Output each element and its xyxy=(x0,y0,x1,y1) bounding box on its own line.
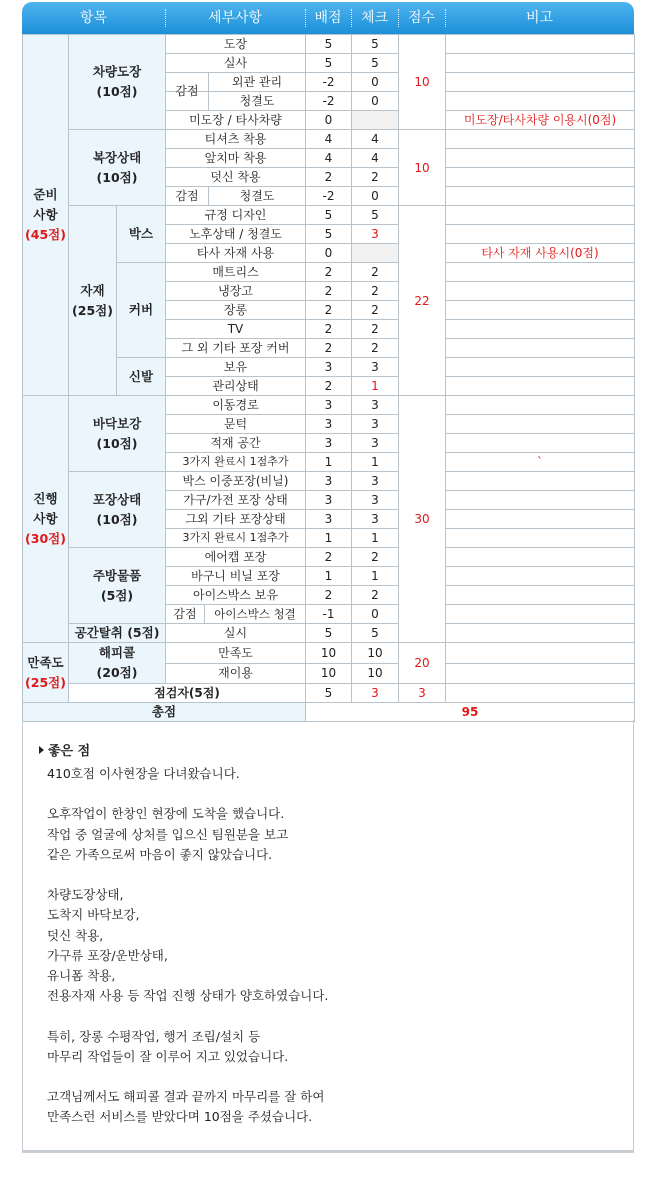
note-cell xyxy=(446,263,635,282)
check-score: 2 xyxy=(352,586,399,605)
max-score: -2 xyxy=(306,73,352,92)
header-item: 항목 xyxy=(79,10,108,26)
review-line: 특히, 장롱 수평작업, 행거 조립/설치 등 xyxy=(47,1028,261,1044)
check-score: 0 xyxy=(352,73,399,92)
detail-item: 보유 xyxy=(166,358,306,377)
max-score: 5 xyxy=(306,54,352,73)
check-score: 1 xyxy=(352,567,399,586)
section-score: 20 xyxy=(399,643,446,684)
header-max: 배점 xyxy=(314,10,342,26)
check-score: 3 xyxy=(352,396,399,415)
header-check: 체크 xyxy=(360,10,389,26)
deduct-item: 감점 청결도 xyxy=(166,92,306,111)
note-cell xyxy=(446,472,635,491)
detail-item: 미도장 / 타사차량 xyxy=(166,111,306,130)
section-material: 자재 (25점) xyxy=(69,206,117,396)
detail-item: 박스 이중포장(비닐) xyxy=(166,472,306,491)
table-header xyxy=(22,2,634,34)
note-cell xyxy=(446,415,635,434)
detail-item: 에어캡 포장 xyxy=(166,548,306,567)
review-line: 고객님께서도 해피콜 결과 끝까지 마무리를 잘 하여 xyxy=(47,1089,325,1105)
detail-item: TV xyxy=(166,320,306,339)
check-score: 10 xyxy=(352,663,399,684)
section-happycall: 해피콜 (20점) xyxy=(69,643,166,684)
detail-item: 적재 공간 xyxy=(166,434,306,453)
check-score: 5 xyxy=(352,624,399,643)
review-line: 가구류 포장/운반상태, xyxy=(47,947,168,963)
max-score: 1 xyxy=(306,453,352,472)
deduct-label: 감점 xyxy=(166,187,209,205)
category-progress: 진행 사항 (30점) xyxy=(23,396,69,643)
max-score: 5 xyxy=(306,684,352,703)
deduct-item: 감점 아이스박스 청결 xyxy=(166,605,306,624)
note-cell xyxy=(446,396,635,415)
check-score: 2 xyxy=(352,168,399,187)
check-score: 3 xyxy=(352,434,399,453)
note-cell xyxy=(446,491,635,510)
note-cell xyxy=(446,225,635,244)
note-cell xyxy=(446,320,635,339)
check-score: 2 xyxy=(352,339,399,358)
check-score: 3 xyxy=(352,358,399,377)
check-score: 2 xyxy=(352,263,399,282)
header-detail: 세부사항 xyxy=(207,10,263,26)
max-score: 10 xyxy=(306,663,352,684)
max-score: 2 xyxy=(306,586,352,605)
max-score: 4 xyxy=(306,130,352,149)
deduct-label: 감점 xyxy=(175,84,199,98)
check-score: 3 xyxy=(352,510,399,529)
note-cell xyxy=(446,187,635,206)
check-score: 5 xyxy=(352,54,399,73)
category-prep xyxy=(23,35,69,396)
detail-item: 도장 xyxy=(166,35,306,54)
note-cell xyxy=(446,624,635,643)
max-score: 2 xyxy=(306,320,352,339)
total-label: 총점 xyxy=(23,703,306,722)
max-score: 5 xyxy=(306,225,352,244)
detail-item: 관리상태 xyxy=(166,377,306,396)
section-space: 공간탈취 (5점) xyxy=(69,624,166,643)
section-score: 22 xyxy=(399,206,446,396)
check-score: 3 xyxy=(352,472,399,491)
total-value: 95 xyxy=(306,703,635,722)
max-score: 2 xyxy=(306,282,352,301)
detail-item: 재이용 xyxy=(166,663,306,684)
note-cell xyxy=(446,567,635,586)
check-score: 1 xyxy=(352,453,399,472)
section-packing: 포장상태 (10점) xyxy=(69,472,166,548)
score-table xyxy=(22,34,635,722)
review-line: 같은 가족으로써 마음이 좋지 않았습니다. xyxy=(47,846,273,862)
note-cell: ` xyxy=(446,453,635,472)
deduct-item: 감점 청결도 xyxy=(166,187,306,206)
note-cell xyxy=(446,73,635,92)
review-line: 유니폼 착용, xyxy=(47,968,116,983)
note-cell xyxy=(446,301,635,320)
review-title: 좋은 점 xyxy=(39,742,90,762)
check-score: 10 xyxy=(352,643,399,664)
max-score: 2 xyxy=(306,548,352,567)
check-score: 0 xyxy=(352,605,399,624)
max-score: 4 xyxy=(306,149,352,168)
detail-item: 그외 기타 포장상태 xyxy=(166,510,306,529)
section-score: 10 xyxy=(399,130,446,206)
check-score: 5 xyxy=(352,35,399,54)
review-line: 만족스런 서비스를 받았다며 10점을 주셨습니다. xyxy=(47,1109,313,1125)
check-score xyxy=(352,244,399,263)
note-cell xyxy=(446,434,635,453)
section-score: 10 xyxy=(399,35,446,130)
subsection-shoes: 신발 xyxy=(117,358,166,396)
check-score: 2 xyxy=(352,320,399,339)
note-cell xyxy=(446,35,635,54)
note-cell xyxy=(446,529,635,548)
max-score: 3 xyxy=(306,396,352,415)
check-score: 0 xyxy=(352,92,399,111)
detail-item: 매트리스 xyxy=(166,263,306,282)
review-line: 덧신 착용, xyxy=(47,927,104,943)
review-line: 전용자재 사용 등 작업 진행 상태가 양호하였습니다. xyxy=(47,988,329,1004)
check-score: 4 xyxy=(352,149,399,168)
check-score: 1 xyxy=(352,377,399,396)
deduct-item: 외관 관리 xyxy=(166,73,306,92)
check-score: 3 xyxy=(352,225,399,244)
review-line: 차량도장상태, xyxy=(47,887,124,903)
note-cell xyxy=(446,586,635,605)
note-cell xyxy=(446,643,635,664)
detail-item: 바구니 비닐 포장 xyxy=(166,567,306,586)
max-score: 3 xyxy=(306,491,352,510)
note-cell xyxy=(446,168,635,187)
review-line: 오후작업이 한창인 현장에 도착을 했습니다. xyxy=(47,806,285,822)
section-floor: 바닥보강 (10점) xyxy=(69,396,166,472)
note-cell xyxy=(446,54,635,73)
check-score: 2 xyxy=(352,282,399,301)
max-score: 2 xyxy=(306,301,352,320)
max-score: 5 xyxy=(306,206,352,225)
check-score: 3 xyxy=(352,684,399,703)
section-score: 3 xyxy=(399,684,446,703)
note-cell xyxy=(446,377,635,396)
max-score: 2 xyxy=(306,168,352,187)
section-kitchen: 주방물품 (5점) xyxy=(69,548,166,624)
detail-item: 규정 디자인 xyxy=(166,206,306,225)
check-score: 1 xyxy=(352,529,399,548)
header-note: 비고 xyxy=(525,10,554,26)
detail-item: 장롱 xyxy=(166,301,306,320)
section-inspector: 점검자(5점) xyxy=(69,684,306,703)
section-car: 차량도장 (10점) xyxy=(69,35,166,130)
review-section xyxy=(22,720,634,1153)
detail-item: 만족도 xyxy=(166,643,306,664)
review-line: 410호점 이사현장을 다녀왔습니다. xyxy=(47,766,240,781)
check-score: 0 xyxy=(352,187,399,206)
max-score: -2 xyxy=(306,92,352,111)
max-score: 1 xyxy=(306,567,352,586)
note-cell xyxy=(446,92,635,111)
note-cell xyxy=(446,130,635,149)
max-score: 0 xyxy=(306,111,352,130)
detail-item: 3가지 완료시 1점추가 xyxy=(166,453,306,472)
max-score: -2 xyxy=(306,187,352,206)
detail-item: 티셔츠 착용 xyxy=(166,130,306,149)
note-cell xyxy=(446,282,635,301)
check-score: 2 xyxy=(352,301,399,320)
note-cell xyxy=(446,339,635,358)
check-score: 4 xyxy=(352,130,399,149)
max-score: 5 xyxy=(306,624,352,643)
max-score: 3 xyxy=(306,472,352,491)
note-cell xyxy=(446,684,635,703)
max-score: 3 xyxy=(306,415,352,434)
review-line: 도착지 바닥보강, xyxy=(47,907,140,923)
note-cell xyxy=(446,548,635,567)
detail-item: 노후상태 / 청결도 xyxy=(166,225,306,244)
max-score: 3 xyxy=(306,358,352,377)
note-cell xyxy=(446,663,635,684)
category-label: 준비 사항 xyxy=(33,187,58,222)
note-cell: 타사 자재 사용시(0점) xyxy=(446,244,635,263)
deduct-label: 감점 xyxy=(166,605,205,623)
detail-item: 그 외 기타 포장 커버 xyxy=(166,339,306,358)
header-score: 점수 xyxy=(407,10,436,26)
detail-item: 냉장고 xyxy=(166,282,306,301)
review-line: 작업 중 얼굴에 상처를 입으신 팀원분을 보고 xyxy=(47,826,289,842)
category-satisfaction: 만족도 (25점) xyxy=(23,643,69,703)
max-score: -1 xyxy=(306,605,352,624)
subsection-box: 박스 xyxy=(117,206,166,263)
category-points: (45점) xyxy=(25,227,66,242)
detail-item: 아이스박스 보유 xyxy=(166,586,306,605)
max-score: 5 xyxy=(306,35,352,54)
note-cell xyxy=(446,206,635,225)
section-score: 30 xyxy=(399,396,446,643)
detail-item: 덧신 착용 xyxy=(166,168,306,187)
check-score xyxy=(352,111,399,130)
max-score: 3 xyxy=(306,510,352,529)
check-score: 2 xyxy=(352,548,399,567)
note-cell xyxy=(446,510,635,529)
detail-item: 타사 자재 사용 xyxy=(166,244,306,263)
section-dress: 복장상태 (10점) xyxy=(69,130,166,206)
note-cell xyxy=(446,358,635,377)
check-score: 3 xyxy=(352,415,399,434)
detail-item: 문턱 xyxy=(166,415,306,434)
detail-item: 실시 xyxy=(166,624,306,643)
detail-item: 가구/가전 포장 상태 xyxy=(166,491,306,510)
note-cell xyxy=(446,605,635,624)
detail-item: 3가지 완료시 1점추가 xyxy=(166,529,306,548)
triangle-bullet-icon xyxy=(39,746,44,754)
max-score: 2 xyxy=(306,339,352,358)
subsection-cover: 커버 xyxy=(117,263,166,358)
check-score: 3 xyxy=(352,491,399,510)
detail-item: 실사 xyxy=(166,54,306,73)
detail-item: 앞치마 착용 xyxy=(166,149,306,168)
check-score: 5 xyxy=(352,206,399,225)
max-score: 3 xyxy=(306,434,352,453)
review-line: 마무리 작업들이 잘 이루어 지고 있었습니다. xyxy=(47,1048,289,1064)
note-cell: 미도장/타사차량 이용시(0점) xyxy=(446,111,635,130)
max-score: 1 xyxy=(306,529,352,548)
max-score: 0 xyxy=(306,244,352,263)
max-score: 10 xyxy=(306,643,352,664)
detail-item: 이동경로 xyxy=(166,396,306,415)
max-score: 2 xyxy=(306,377,352,396)
note-cell xyxy=(446,149,635,168)
max-score: 2 xyxy=(306,263,352,282)
review-body xyxy=(47,764,617,1128)
